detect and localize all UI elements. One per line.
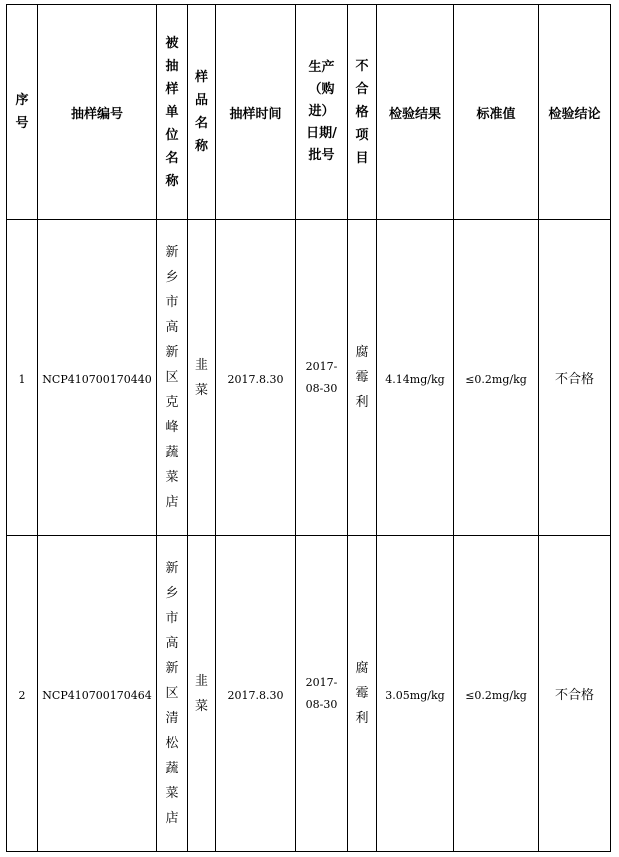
cell-product-name: 韭菜 [188,536,216,852]
cell-result: 3.05mg/kg [377,536,454,852]
production-date-line: 08-30 [305,381,338,395]
cell-sample-no: NCP410700170440 [38,220,157,536]
production-date-line: 2017- [305,675,338,689]
cell-standard: ≤0.2mg/kg [454,536,539,852]
cell-result: 4.14mg/kg [377,220,454,536]
table-header-row [7,5,611,220]
production-date-line: 08-30 [305,697,338,711]
header-seq: 序号 [7,5,38,220]
header-sample-no: 抽样编号 [38,5,157,220]
table-row [7,220,611,536]
cell-failed-item: 腐霉利 [348,220,377,536]
cell-production-date [296,220,348,536]
header-production-date-line: 进） [308,104,335,119]
header-failed-item: 不合格项目 [348,5,377,220]
cell-conclusion: 不合格 [539,220,611,536]
header-product-name: 样品名称 [188,5,216,220]
header-production-date-line: 日期/ [306,126,337,141]
cell-conclusion: 不合格 [539,536,611,852]
cell-standard: ≤0.2mg/kg [454,220,539,536]
header-production-date-line: 批号 [308,148,335,163]
cell-seq: 2 [7,536,38,852]
table-row [7,536,611,852]
cell-sample-no: NCP410700170464 [38,536,157,852]
header-production-date-line: 生产 [308,60,335,75]
cell-sample-time: 2017.8.30 [216,536,296,852]
header-unit-name: 被抽样单位名称 [157,5,188,220]
production-date-line: 2017- [305,359,338,373]
cell-failed-item: 腐霉利 [348,536,377,852]
cell-unit-name: 新乡市高新区克峰蔬菜店 [157,220,188,536]
cell-unit-name: 新乡市高新区清松蔬菜店 [157,536,188,852]
cell-production-date [296,536,348,852]
cell-sample-time: 2017.8.30 [216,220,296,536]
header-result: 检验结果 [377,5,454,220]
header-standard: 标准值 [454,5,539,220]
cell-product-name: 韭菜 [188,220,216,536]
header-sample-time: 抽样时间 [216,5,296,220]
header-conclusion: 检验结论 [539,5,611,220]
inspection-table [6,4,611,852]
header-production-date-line: （购 [308,82,335,97]
header-production-date [296,5,348,220]
cell-seq: 1 [7,220,38,536]
